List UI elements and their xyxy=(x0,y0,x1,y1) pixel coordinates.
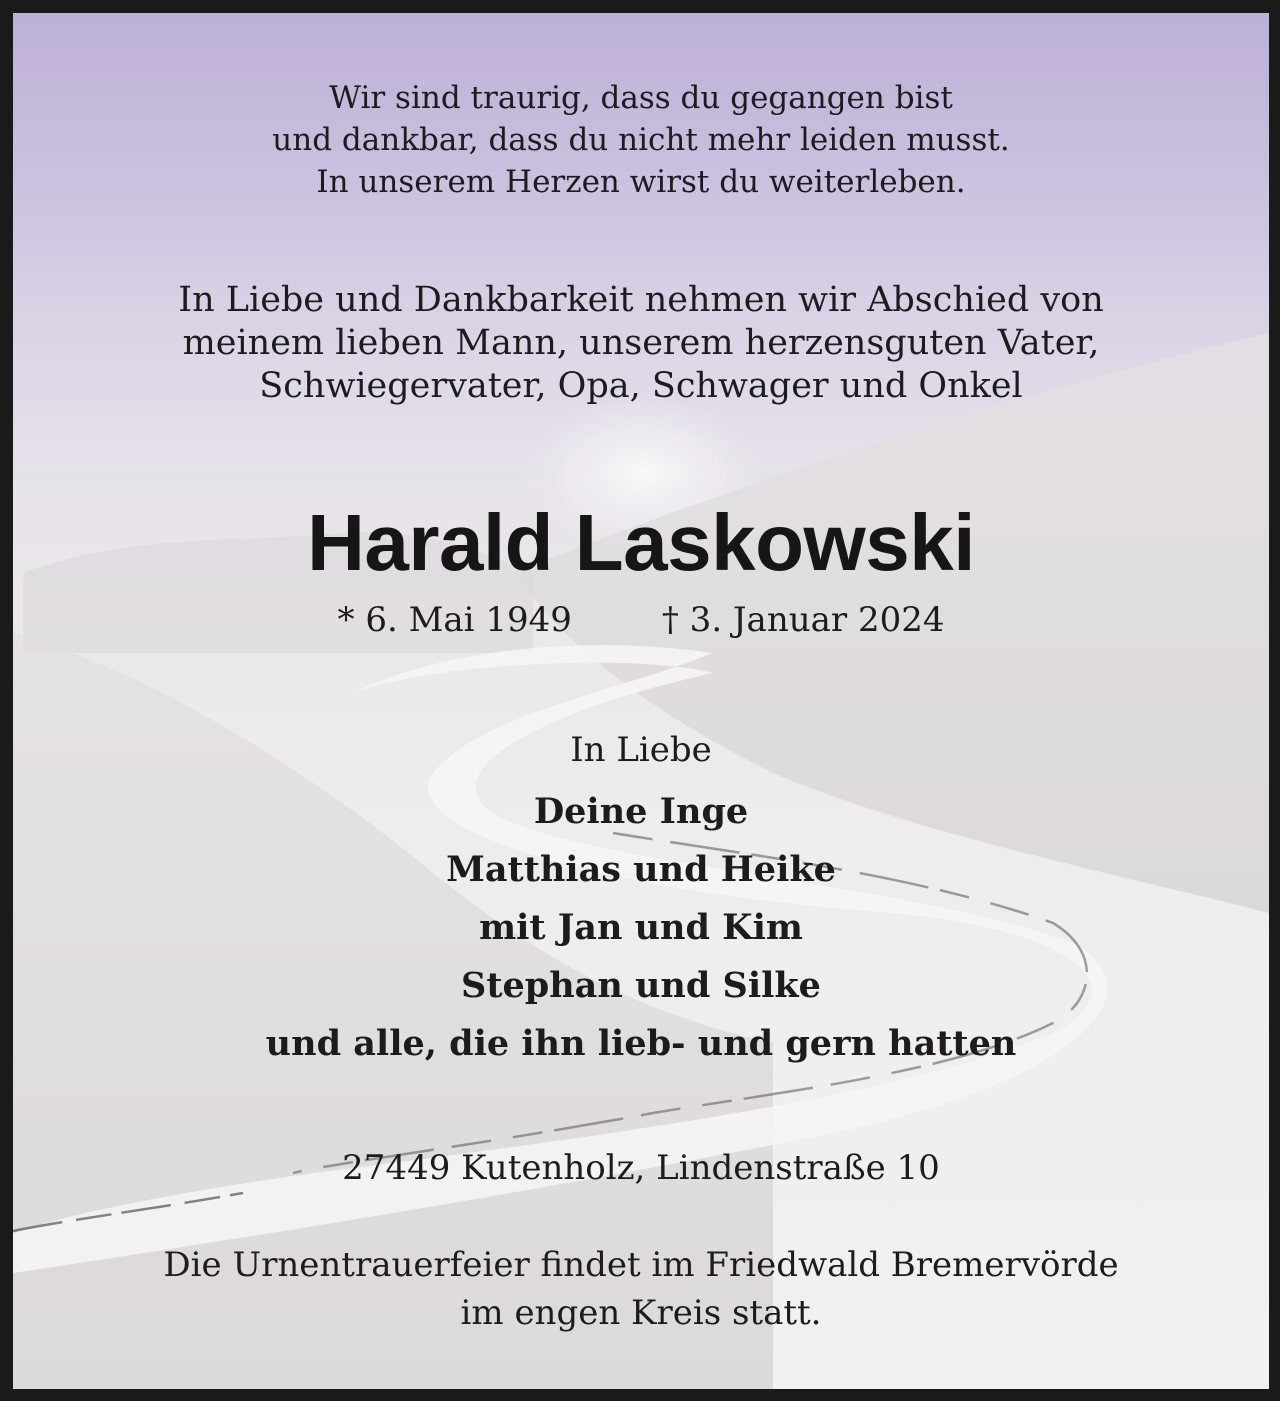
mourner-line: und alle, die ihn lieb- und gern hatten xyxy=(265,1023,1017,1064)
farewell-intro xyxy=(13,279,1269,408)
mourner-line: Stephan und Silke xyxy=(461,965,821,1006)
notice-line: im engen Kreis statt. xyxy=(460,1293,822,1333)
birth-date: * 6. Mai 1949 xyxy=(337,600,572,640)
mourners-list xyxy=(13,783,1269,1073)
mourner-line: Matthias und Heike xyxy=(446,849,836,890)
mourner-line: Deine Inge xyxy=(533,791,749,832)
life-dates xyxy=(13,595,1269,645)
quote-line: und dankbar, dass du nicht mehr leiden musst. xyxy=(272,122,1010,158)
intro-line: meinem lieben Mann, unserem herzensguten Vater, xyxy=(182,323,1100,363)
mourner-line: mit Jan und Kim xyxy=(479,907,803,948)
intro-line: Schwiegervater, Opa, Schwager und Onkel xyxy=(259,366,1023,406)
quote-line: Wir sind traurig, dass du gegangen bist xyxy=(329,80,953,116)
intro-line: In Liebe und Dankbarkeit nehmen wir Abschied von xyxy=(178,280,1104,320)
death-date: † 3. Januar 2024 xyxy=(661,600,945,640)
notice-line: Die Urnentrauerfeier findet im Friedwald Bremervörde xyxy=(163,1245,1119,1285)
funeral-notice xyxy=(13,1241,1269,1337)
family-address: 27449 Kutenholz, Lindenstraße 10 xyxy=(342,1148,940,1188)
obituary-text xyxy=(13,13,1269,1389)
quote-line: In unserem Herzen wirst du weiterleben. xyxy=(316,164,966,200)
deceased-name: Harald Laskowski xyxy=(307,498,975,587)
condolence-quote xyxy=(13,77,1269,203)
in-love-label: In Liebe xyxy=(570,730,712,770)
